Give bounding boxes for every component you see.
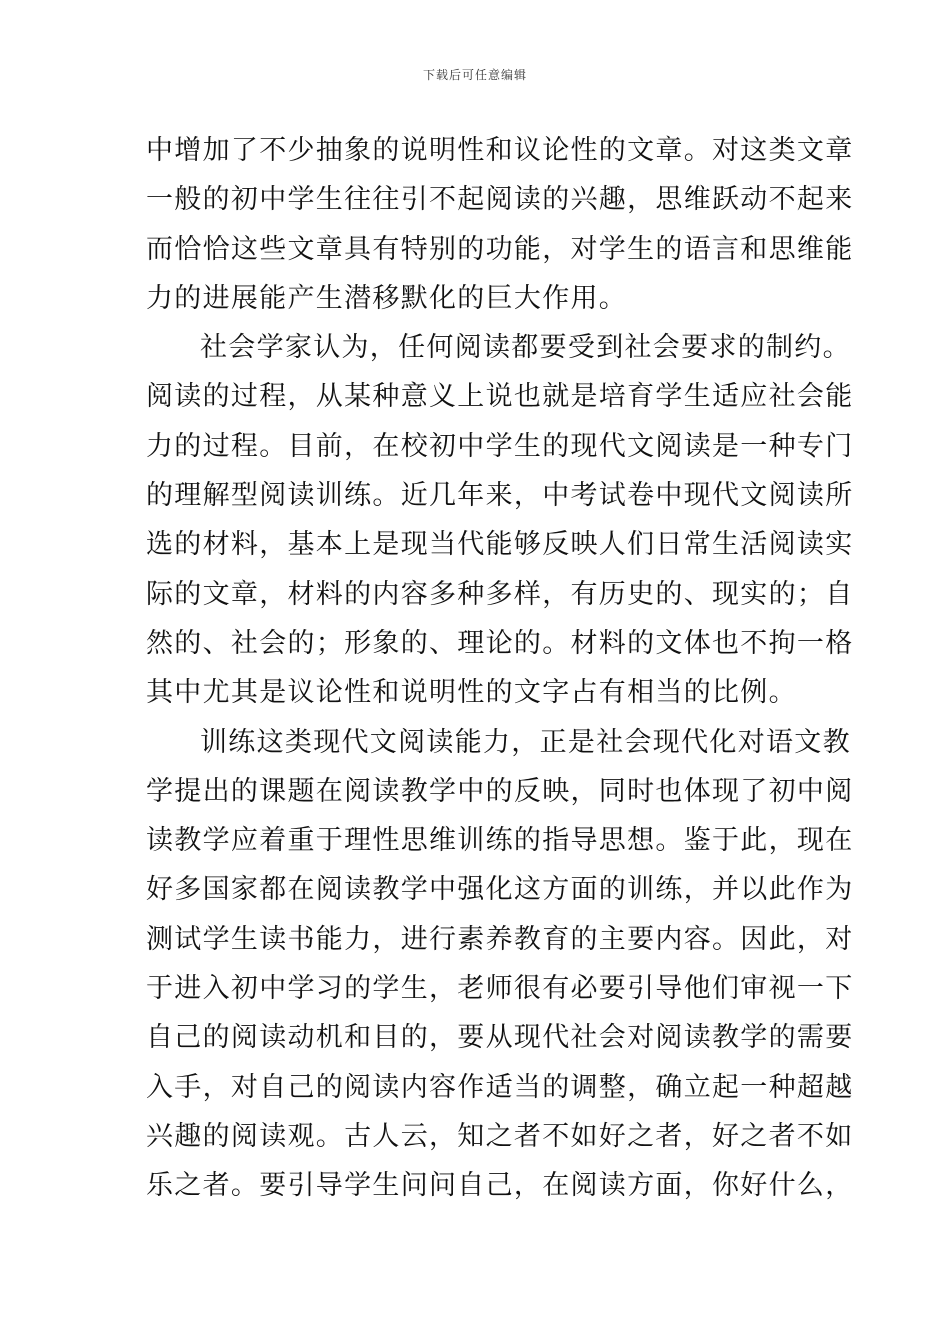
document-body	[146, 126, 854, 1211]
text-line: 力的过程。目前，在校初中学生的现代文阅读是一种专门	[146, 430, 854, 462]
text-line: 自己的阅读动机和目的，要从现代社会对阅读教学的需要	[146, 1022, 854, 1054]
text-line: 一般的初中学生往往引不起阅读的兴趣，思维跃动不起来	[146, 184, 854, 216]
text-line: 好多国家都在阅读教学中强化这方面的训练，并以此作为	[146, 874, 854, 906]
text-line: 训练这类现代文阅读能力，正是社会现代化对语文教	[200, 726, 851, 758]
text-line: 社会学家认为，任何阅读都要受到社会要求的制约。	[200, 332, 851, 364]
text-line: 力的进展能产生潜移默化的巨大作用。	[146, 282, 628, 314]
text-line: 然的、社会的；形象的、理论的。材料的文体也不拘一格	[146, 627, 854, 659]
text-line: 中增加了不少抽象的说明性和议论性的文章。对这类文章	[146, 135, 854, 166]
text-line: 的理解型阅读训练。近几年来，中考试卷中现代文阅读所	[146, 480, 854, 512]
text-line: 而恰恰这些文章具有特别的功能，对学生的语言和思维能	[146, 233, 854, 265]
text-line: 阅读的过程，从某种意义上说也就是培育学生适应社会能	[146, 381, 854, 413]
text-line: 兴趣的阅读观。古人云，知之者不如好之者，好之者不如	[146, 1120, 854, 1152]
text-line: 学提出的课题在阅读教学中的反映，同时也体现了初中阅	[146, 775, 854, 807]
text-line: 乐之者。要引导学生问问自己，在阅读方面，你好什么，	[146, 1170, 854, 1202]
text-line: 测试学生读书能力，进行素养教育的主要内容。因此，对	[146, 923, 854, 955]
text-line: 读教学应着重于理性思维训练的指导思想。鉴于此，现在	[146, 825, 854, 857]
text-line: 于进入初中学习的学生，老师很有必要引导他们审视一下	[146, 973, 854, 1005]
text-line: 其中尤其是议论性和说明性的文字占有相当的比例。	[146, 677, 797, 709]
text-line: 际的文章，材料的内容多种多样，有历史的、现实的；自	[146, 578, 854, 610]
text-line: 选的材料，基本上是现当代能够反映人们日常生活阅读实	[146, 529, 854, 561]
header-note: 下载后可任意编辑	[422, 68, 527, 82]
text-line: 入手，对自己的阅读内容作适当的调整，确立起一种超越	[146, 1071, 854, 1103]
